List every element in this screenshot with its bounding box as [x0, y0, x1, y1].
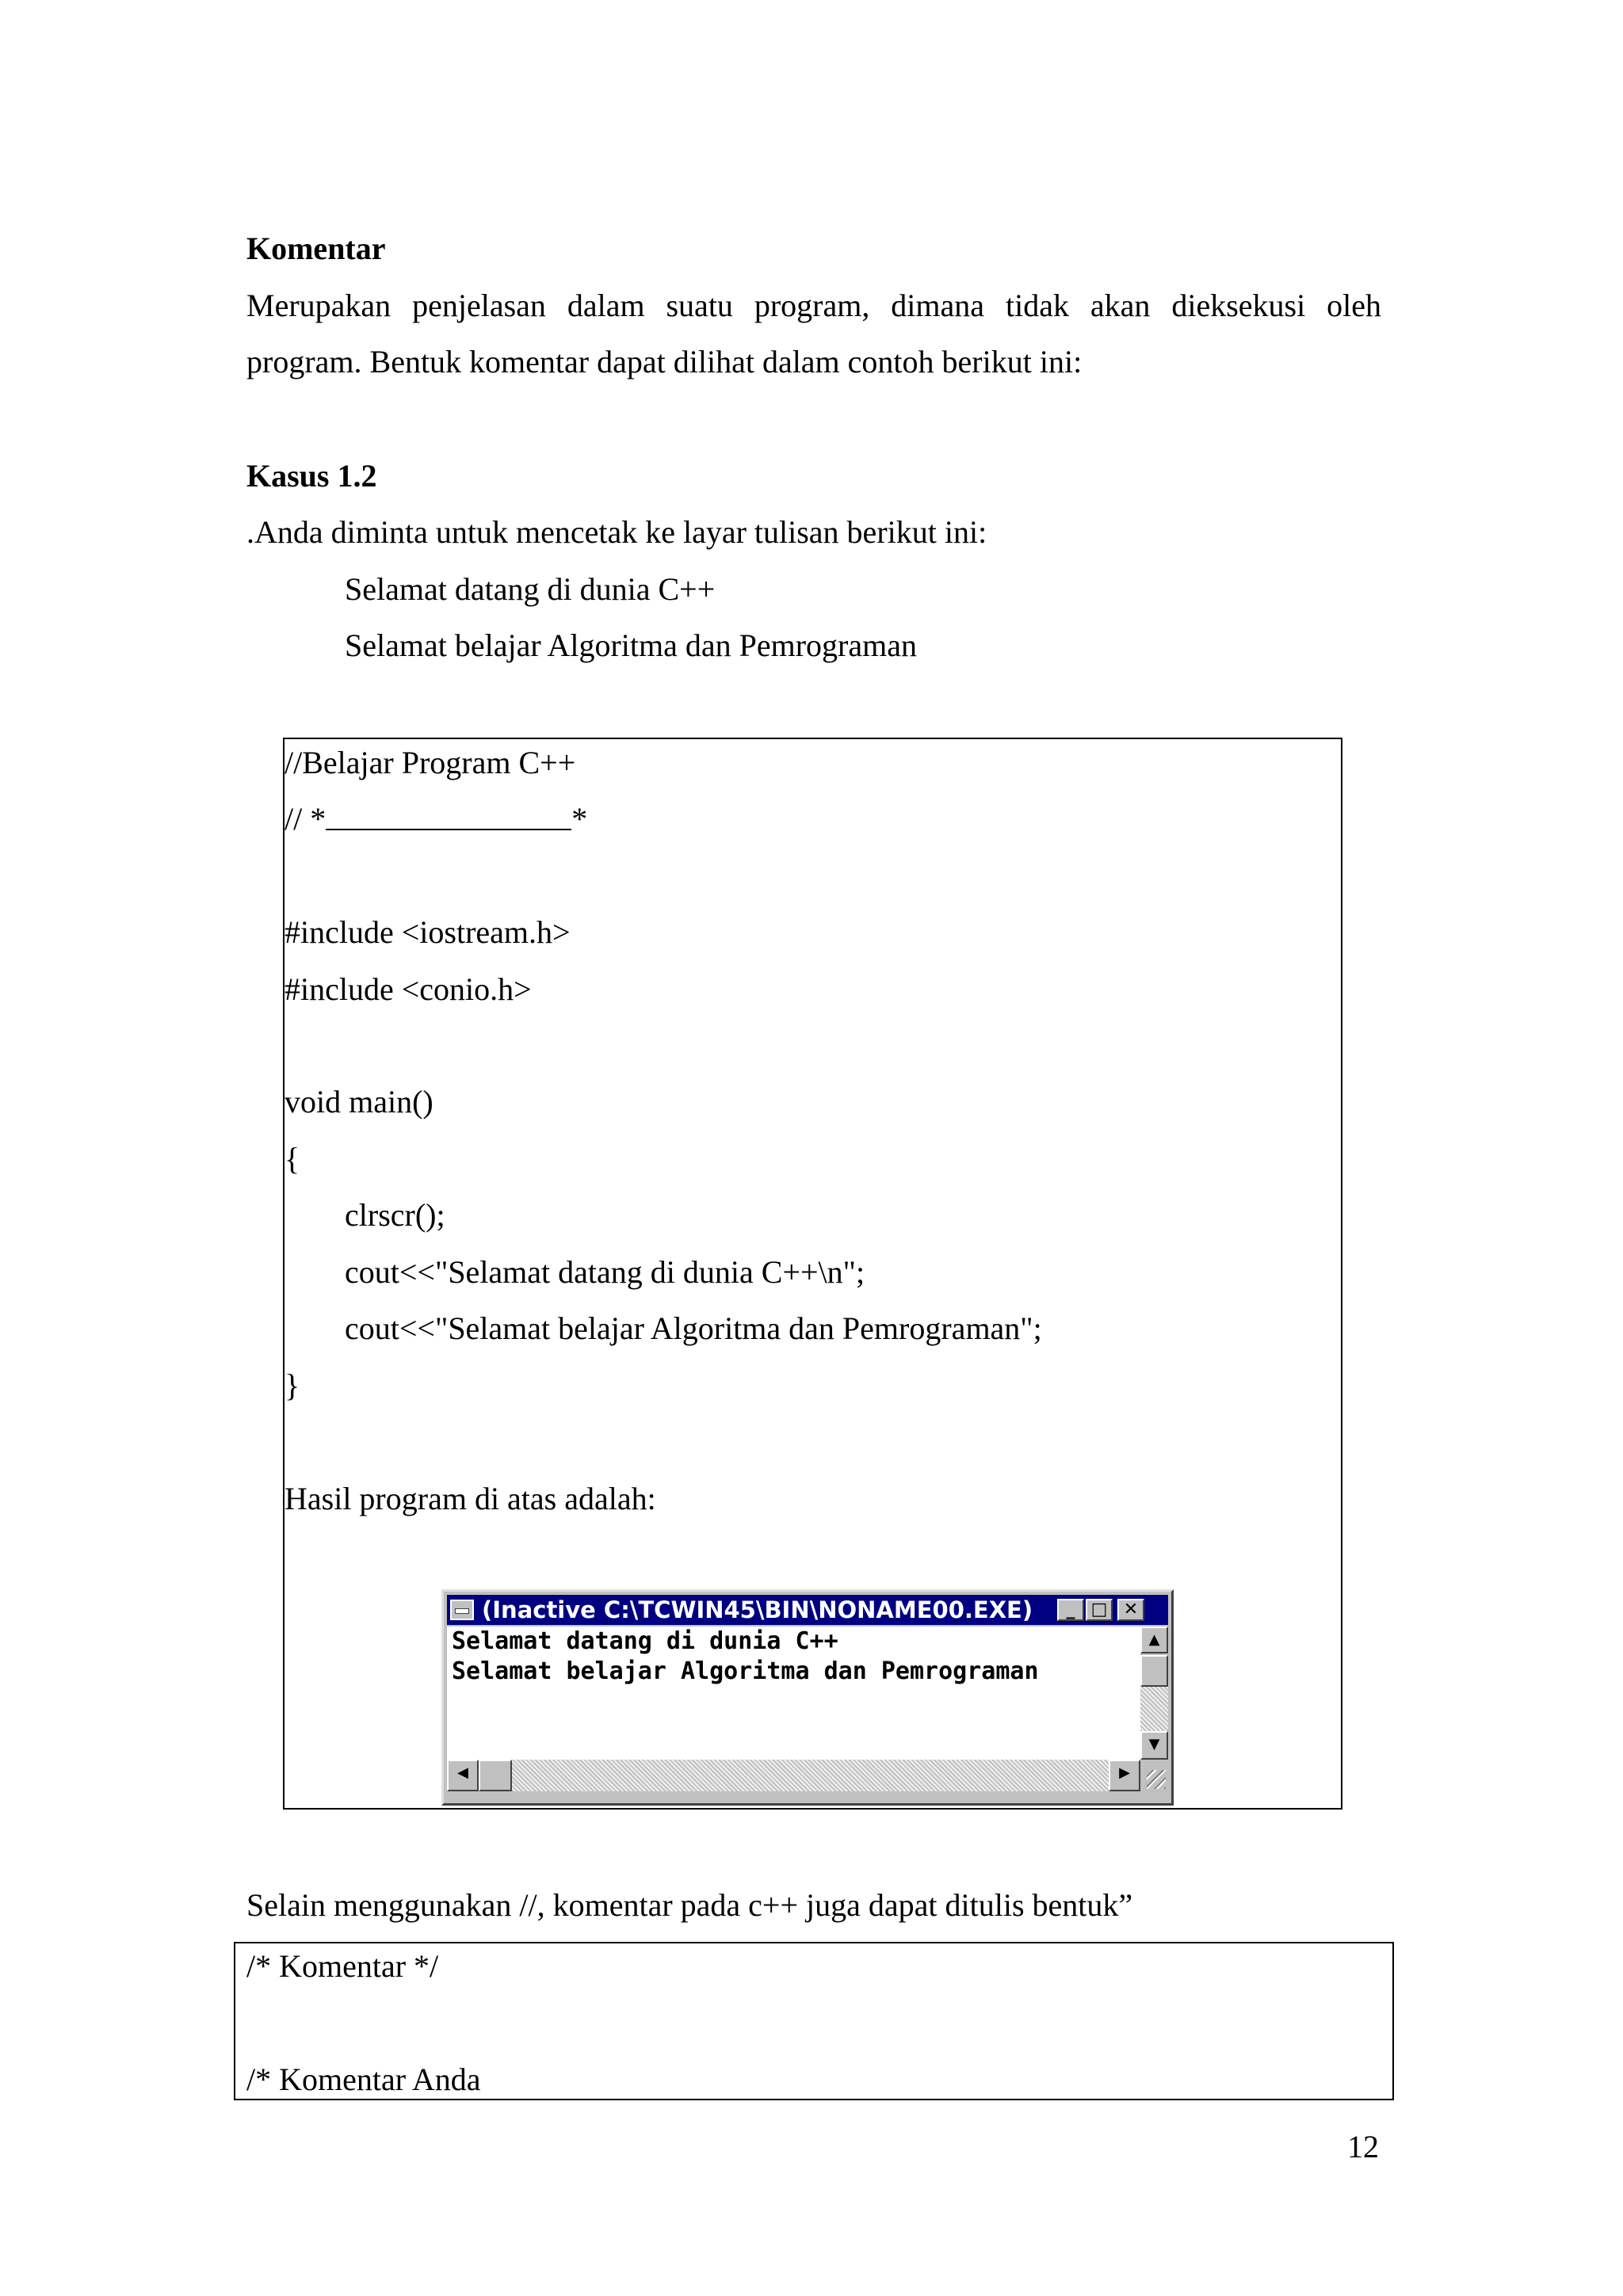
- console-title-bar[interactable]: [447, 1595, 1168, 1625]
- heading-komentar: Komentar: [246, 231, 386, 266]
- scroll-up-button[interactable]: ▲: [1140, 1627, 1168, 1653]
- console-window: [441, 1589, 1174, 1806]
- heading-kasus: Kasus 1.2: [246, 458, 377, 494]
- horizontal-scroll-thumb[interactable]: [479, 1760, 512, 1791]
- intro-paragraph-line1: Merupakan penjelasan dalam suatu program, dimana tidak akan dieksekusi oleh: [246, 288, 1381, 323]
- vertical-scrollbar[interactable]: [1140, 1627, 1168, 1760]
- expected-output-line1: Selamat datang di dunia C++: [345, 571, 716, 607]
- comment-box-line1: /* Komentar */: [246, 1948, 439, 1984]
- vertical-scroll-track[interactable]: [1140, 1687, 1168, 1731]
- code-open-brace: {: [285, 1141, 300, 1177]
- code-main-declaration: void main(): [285, 1084, 433, 1119]
- expected-output-line2: Selamat belajar Algoritma dan Pemrograman: [345, 627, 917, 663]
- maximize-button[interactable]: □: [1086, 1599, 1113, 1621]
- code-separator-prefix: // *: [285, 801, 327, 837]
- comment-box-line2: /* Komentar Anda: [246, 2061, 481, 2097]
- scroll-down-button[interactable]: ▼: [1140, 1731, 1168, 1760]
- code-separator-rule: [326, 800, 571, 830]
- scroll-right-button[interactable]: ▶: [1109, 1760, 1140, 1791]
- kasus-description: .Anda diminta untuk mencetak ke layar tulisan berikut ini:: [246, 514, 987, 550]
- code-statement-clrscr: clrscr();: [345, 1197, 445, 1233]
- code-include-conio: #include <conio.h>: [285, 971, 532, 1007]
- page-number: 12: [1347, 2129, 1379, 2164]
- code-statement-cout2: cout<<"Selamat belajar Algoritma dan Pemrograman";: [345, 1310, 1042, 1346]
- code-include-iostream: #include <iostream.h>: [285, 914, 571, 950]
- intro-paragraph-line2: program. Bentuk komentar dapat dilihat dalam contoh berikut ini:: [246, 344, 1083, 379]
- vertical-scroll-thumb[interactable]: [1140, 1655, 1168, 1687]
- close-button[interactable]: ✕: [1117, 1599, 1144, 1621]
- system-menu-icon[interactable]: [450, 1600, 474, 1620]
- code-comment-line: //Belajar Program C++: [285, 745, 576, 780]
- horizontal-scrollbar[interactable]: [447, 1760, 1140, 1791]
- code-statement-cout1: cout<<"Selamat datang di dunia C++\n";: [345, 1254, 865, 1290]
- console-output-line1: Selamat datang di dunia C++: [452, 1627, 838, 1655]
- console-output-area: [447, 1627, 1140, 1760]
- console-title: (Inactive C:\TCWIN45\BIN\NONAME00.EXE): [482, 1596, 1033, 1623]
- resize-grip-icon[interactable]: [1140, 1760, 1168, 1791]
- code-separator-suffix: *: [571, 801, 588, 837]
- minimize-button[interactable]: _: [1057, 1599, 1084, 1621]
- alternative-comment-text: Selain menggunakan //, komentar pada c++ juga dapat ditulis bentuk”: [246, 1887, 1133, 1923]
- code-separator-line: [285, 800, 587, 838]
- code-close-brace: }: [285, 1367, 300, 1403]
- horizontal-scroll-track[interactable]: [512, 1760, 1109, 1791]
- result-label: Hasil program di atas adalah:: [285, 1481, 656, 1516]
- console-output-line2: Selamat belajar Algoritma dan Pemrograman: [452, 1657, 1039, 1685]
- scroll-left-button[interactable]: ◀: [447, 1760, 479, 1791]
